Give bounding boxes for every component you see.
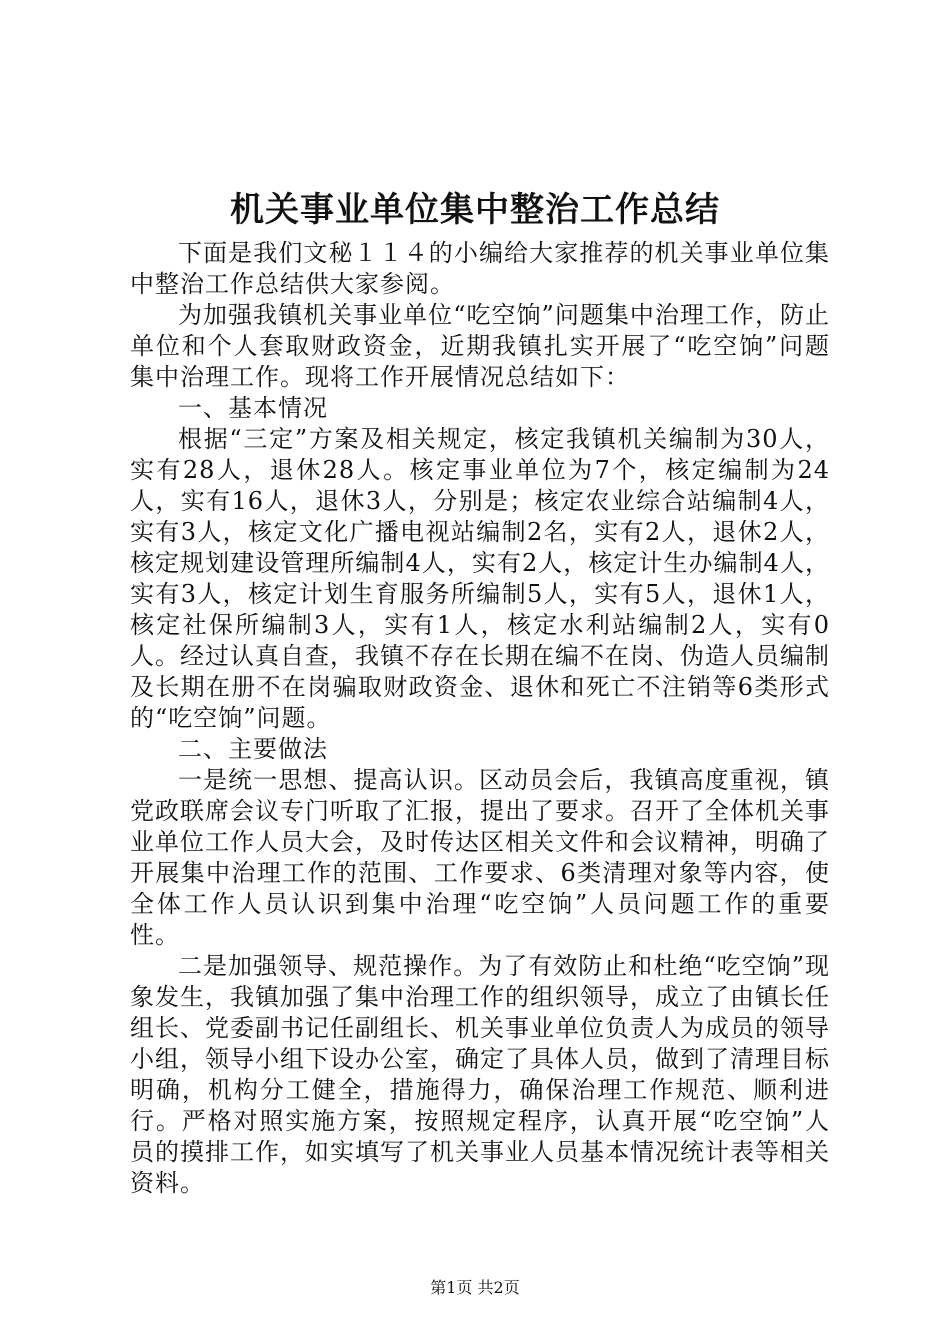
paragraph-purpose: 为加强我镇机关事业单位“吃空饷”问题集中治理工作，防止单位和个人套取财政资金，近期我镇扎实开展了“吃空饷”问题集中治理工作。现将工作开展情况总结如下：	[130, 301, 830, 391]
section-heading-basic-situation: 一、基本情况	[178, 394, 328, 422]
document-body	[130, 238, 830, 1199]
paragraph-measure-two: 二是加强领导、规范操作。为了有效防止和杜绝“吃空饷”现象发生，我镇加强了集中治理工作的组织领导，成立了由镇长任组长、党委副书记任副组长、机关事业单位负责人为成员的领导小组，领导小组下设办公室，确定了具体人员，做到了清理目标明确，机构分工健全，措施得力，确保治理工作规范、顺利进行。严格对照实施方案，按照规定程序，认真开展“吃空饷”人员的摸排工作，如实填写了机关事业人员基本情况统计表等相关资料。	[130, 952, 830, 1197]
page-number-footer: 第1页 共2页	[430, 1278, 520, 1297]
paragraph-intro: 下面是我们文秘１１４的小编给大家推荐的机关事业单位集中整治工作总结供大家参阅。	[130, 239, 830, 298]
section-heading-main-measures: 二、主要做法	[178, 735, 328, 763]
document-title: 机关事业单位集中整治工作总结	[230, 190, 720, 230]
paragraph-measure-one: 一是统一思想、提高认识。区动员会后，我镇高度重视，镇党政联席会议专门听取了汇报，提出了要求。召开了全体机关事业单位工作人员大会，及时传达区相关文件和会议精神，明确了开展集中治理工作的范围、工作要求、6类清理对象等内容，使全体工作人员认识到集中治理“吃空饷”人员问题工作的重要性。	[130, 766, 830, 949]
paragraph-basic-situation: 根据“三定”方案及相关规定，核定我镇机关编制为30人，实有28人，退休28人。核定事业单位为7个，核定编制为24人，实有16人，退休3人，分别是；核定农业综合站编制4人，实有3人，核定文化广播电视站编制2名，实有2人，退休2人，核定规划建设管理所编制4人，实有2人，核定计生办编制4人，实有3人，核定计划生育服务所编制5人，实有5人，退休1人，核定社保所编制3人，实有1人，核定水利站编制2人，实有0人。经过认真自查，我镇不存在长期在编不在岗、伪造人员编制及长期在册不在岗骗取财政资金、退休和死亡不注销等6类形式的“吃空饷”问题。	[130, 425, 830, 732]
